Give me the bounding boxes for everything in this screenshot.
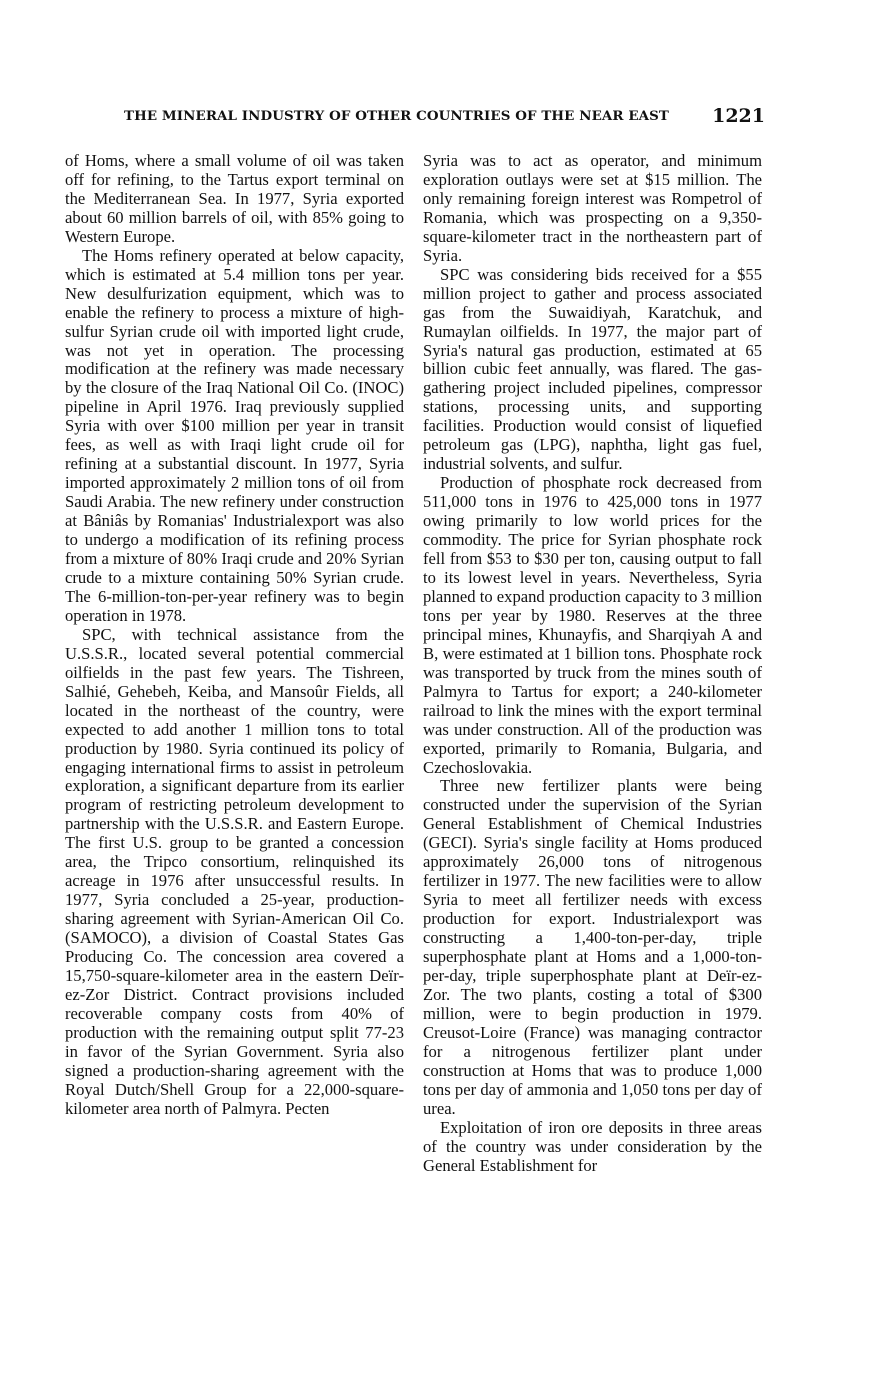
paragraph: of Homs, where a small volume of oil was taken off for refining, to the Tartus export terminal on the Mediterranean Sea. In 1977, Syria exported about 60 million barrels of oil, with 85% going to Western Europe. <box>65 151 404 246</box>
left-column <box>65 152 404 1119</box>
paragraph: SPC was considering bids received for a $55 million project to gather and process associated gas from the Suwaidiyah, Karatchuk, and Rumaylan oilfields. In 1977, the major part of Syria's natural gas production, estimated at 65 billion cubic feet annually, was flared. The gas-gathering project included pipelines, compressor stations, processing units, and supporting facilities. Production would consist of liquefied petroleum gas (LPG), naphtha, light gas fuel, industrial solvents, and sulfur. <box>423 264 762 474</box>
paragraph: The Homs refinery operated at below capacity, which is estimated at 5.4 million tons per year. New desulfurization equipment, which was to enable the refinery to process a mixture of high-sulfur Syrian crude oil with imported light crude, was not yet in operation. The processing modification at the refinery was made necessary by the closure of the Iraq National Oil Co. (INOC) pipeline in April 1976. Iraq previously supplied Syria with over $100 million per year in transit fees, as well as with Iraqi light crude oil for refining at a substantial discount. In 1977, Syria imported approximately 2 million tons of oil from Saudi Arabia. The new refinery under construction at Bâniâs by Romanias' Industrialexport was also to undergo a modification of its refining process from a mixture of 80% Iraqi crude and 20% Syrian crude to a mixture containing 50% Syrian crude. The 6-million-ton-per-year refinery was to begin operation in 1978. <box>65 245 404 625</box>
paragraph: Three new fertilizer plants were being constructed under the supervision of the Syrian General Establishment of Chemical Industries (GECI). Syria's single facility at Homs produced approximately 26,000 tons of nitrogenous fertilizer in 1977. The new facilities were to allow Syria to meet all fertilizer needs with excess production for export. Industrialexport was constructing a 1,400-ton-per-day, triple superphosphate plant at Homs and a 1,000-ton-per-day, triple superphosphate plant at Deïr-ez-Zor. The two plants, costing a total of $300 million, were to begin production in 1979. Creusot-Loire (France) was managing contractor for a nitrogenous fertilizer plant under construction at Homs that was to produce 1,000 tons per day of ammonia and 1,050 tons per day of urea. <box>423 776 762 1118</box>
paragraph: Exploitation of iron ore deposits in three areas of the country was under consideration by the General Establishment for <box>423 1117 762 1175</box>
paragraph: SPC, with technical assistance from the U.S.S.R., located several potential commercial oilfields in the past few years. The Tishreen, Salhié, Gehebeh, Keiba, and Mansoûr Fields, all located in the northeast of the country, were expected to add another 1 million tons to total production by 1980. Syria continued its policy of engaging international firms to assist in petroleum exploration, a significant departure from its earlier program of restricting petroleum development to partnership with the U.S.S.R. and Eastern Europe. The first U.S. group to be granted a concession area, the Tripco consortium, relinquished its acreage in 1976 after unsuccessful results. In 1977, Syria concluded a 25-year, production-sharing agreement with Syrian-American Oil Co. (SAMOCO), a division of Coastal States Gas Producing Co. The concession area covered a 15,750-square-kilometer area in the eastern Deïr-ez-Zor District. Contract provisions included recoverable company costs from 40% of production with the remaining output split 77-23 in favor of the Syrian Government. Syria also signed a production-sharing agreement with the Royal Dutch/Shell Group for a 22,000-square-kilometer area north of Palmyra. Pecten <box>65 624 404 1118</box>
paragraph: Syria was to act as operator, and minimum exploration outlays were set at $15 million. The only remaining foreign interest was Rompetrol of Romania, which was prospecting on a 9,350-square-kilometer tract in the northeastern part of Syria. <box>423 151 762 265</box>
right-column <box>423 152 762 1175</box>
paragraph: Production of phosphate rock decreased from 511,000 tons in 1976 to 425,000 tons in 1977 owing primarily to low world prices for the commodity. The price for Syrian phosphate rock fell from $53 to $30 per ton, causing output to fall to its lowest level in years. Nevertheless, Syria planned to expand production capacity to 3 million tons per year by 1980. Reserves at the three principal mines, Khunayfis, and Sharqiyah A and B, were estimated at 1 billion tons. Phosphate rock was transported by truck from the mines south of Palmyra to Tartus for export; a 240-kilometer railroad to link the mines with the export terminal was under construction. All of the production was exported, primarily to Romania, Bulgaria, and Czechoslovakia. <box>423 473 762 777</box>
running-title: THE MINERAL INDUSTRY OF OTHER COUNTRIES OF THE NEAR EAST <box>124 108 669 124</box>
page-number: 1221 <box>712 105 765 127</box>
page-header <box>64 106 765 136</box>
